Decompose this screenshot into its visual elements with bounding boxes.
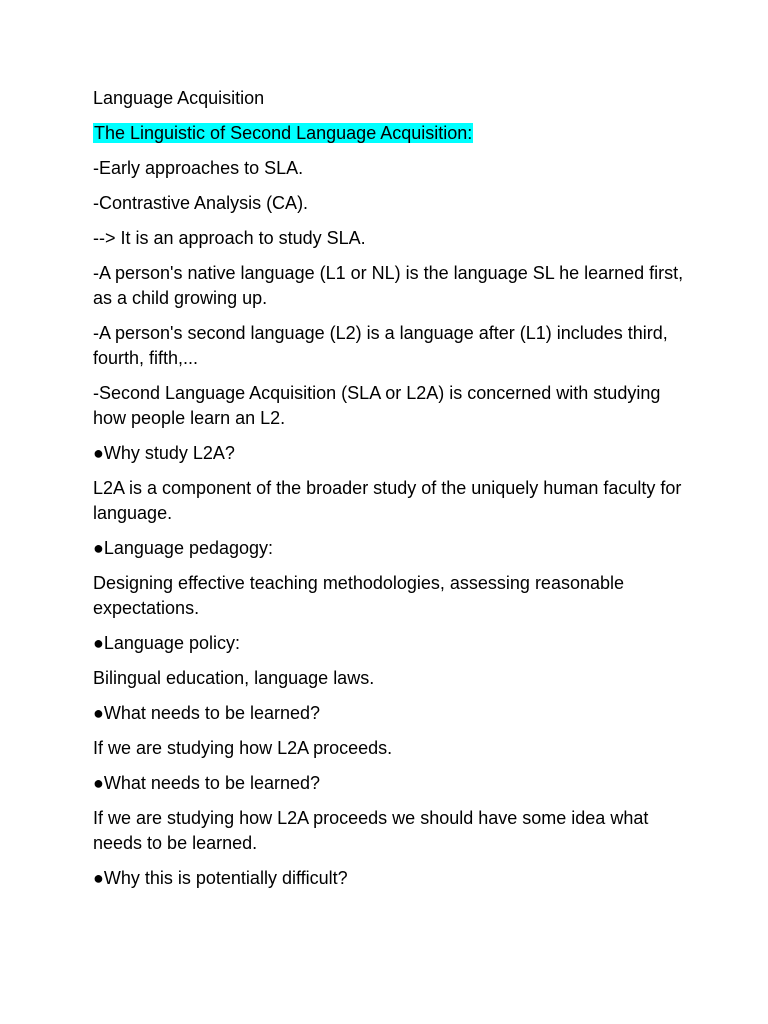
paragraph: -Contrastive Analysis (CA). (93, 193, 309, 213)
highlighted-heading (93, 121, 693, 146)
document-title: Language Acquisition (93, 88, 265, 108)
paragraph: -A person's native language (L1 or NL) is the language SL he learned first, as a child growing up. (93, 263, 684, 308)
bullet-heading: ●Why this is potentially difficult? (93, 868, 348, 888)
bullet-heading: ●What needs to be learned? (93, 703, 321, 723)
paragraph: Designing effective teaching methodologies, assessing reasonable expectations. (93, 573, 625, 618)
bullet-heading: ●Language pedagogy: (93, 538, 274, 558)
paragraph: L2A is a component of the broader study of the uniquely human faculty for language. (93, 478, 682, 523)
highlighted-heading-text: The Linguistic of Second Language Acquisition: (94, 123, 473, 143)
paragraph: If we are studying how L2A proceeds. (93, 738, 393, 758)
paragraph: --> It is an approach to study SLA. (93, 228, 366, 248)
bullet-heading: ●Why study L2A? (93, 443, 235, 463)
paragraph: Bilingual education, language laws. (93, 668, 375, 688)
paragraph: -A person's second language (L2) is a language after (L1) includes third, fourth, fifth,... (93, 323, 668, 368)
paragraph: If we are studying how L2A proceeds we should have some idea what needs to be learned. (93, 808, 649, 853)
paragraph: -Early approaches to SLA. (93, 158, 304, 178)
bullet-heading: ●Language policy: (93, 633, 240, 653)
paragraph: -Second Language Acquisition (SLA or L2A) is concerned with studying how people learn an L2. (93, 383, 661, 428)
document-page (93, 86, 693, 901)
bullet-heading: ●What needs to be learned? (93, 773, 321, 793)
